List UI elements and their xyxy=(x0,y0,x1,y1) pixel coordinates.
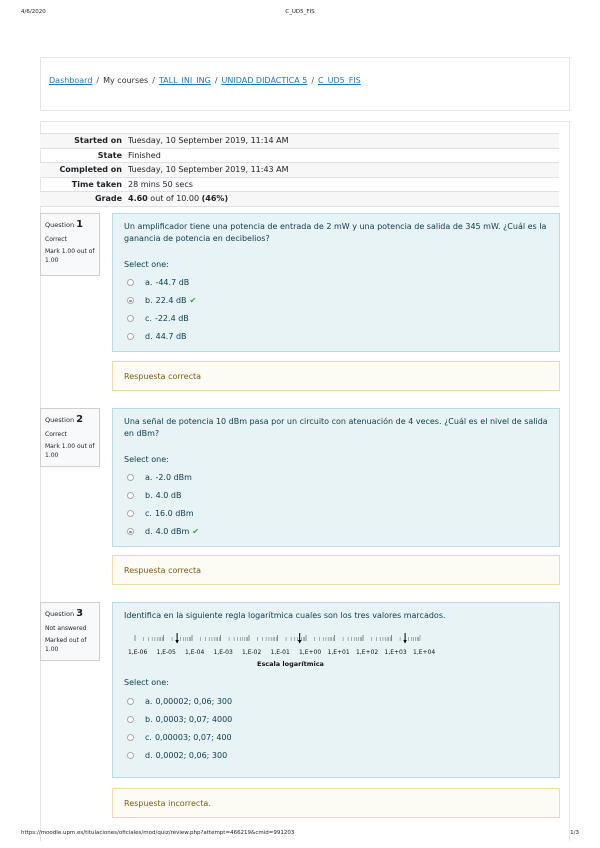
correct-check-icon: ✔ xyxy=(192,527,199,537)
question-prefix: Question xyxy=(45,610,75,618)
radio-button[interactable] xyxy=(127,279,134,286)
question-formulation xyxy=(112,602,560,778)
question-text: Un amplificador tiene una potencia de entrada de 2 mW y una potencia de salida de 345 mW. ¿Cuál es la ganancia de potencia en decibelios? xyxy=(124,222,547,244)
answer-letter: a. xyxy=(145,278,153,288)
answer-text: 44.7 dB xyxy=(155,332,187,342)
breadcrumb-quiz[interactable]: C_UD5_FIS xyxy=(318,76,361,85)
summary-label: Time taken xyxy=(40,177,125,192)
answer-option[interactable] xyxy=(124,328,548,346)
log-scale-ruler xyxy=(127,630,447,660)
question-state: Not answered xyxy=(45,624,87,632)
question-info xyxy=(40,213,100,276)
question-formulation xyxy=(112,408,560,547)
question-mark: Marked out of 1.00 xyxy=(45,637,87,653)
answer-text: 16.0 dBm xyxy=(154,509,194,519)
answer-option[interactable] xyxy=(124,292,548,310)
scale-title: Escala logarítmica xyxy=(257,660,324,669)
summary-value: 28 mins 50 secs xyxy=(125,177,559,192)
answer-letter: b. xyxy=(145,296,153,306)
question-prefix: Question xyxy=(45,221,75,229)
scale-label: 1,E-05 xyxy=(156,649,176,657)
summary-row xyxy=(40,134,559,149)
summary-label: Started on xyxy=(40,134,125,149)
answer-option[interactable] xyxy=(124,692,548,710)
answer-text: 0,00002; 0,06; 300 xyxy=(155,696,233,706)
summary-row xyxy=(40,177,559,192)
attempt-summary-table xyxy=(40,133,559,207)
answer-letter: c. xyxy=(145,732,152,742)
radio-button[interactable] xyxy=(127,333,134,340)
question-feedback: Respuesta correcta xyxy=(112,555,560,585)
print-url: https://moodle.upm.es/titulaciones/oficiales/mod/quiz/review.php?attempt=466219&cmid=991203 xyxy=(21,830,295,836)
scale-label: 1,E+04 xyxy=(413,649,436,657)
answer-option[interactable] xyxy=(124,274,548,292)
scale-label: 1,E-03 xyxy=(213,649,233,657)
answer-letter: d. xyxy=(145,527,153,537)
summary-value: Tuesday, 10 September 2019, 11:14 AM xyxy=(125,134,559,149)
summary-row-grade xyxy=(40,192,559,207)
answer-text: 0,0002; 0,06; 300 xyxy=(155,750,228,760)
answer-letter: a. xyxy=(145,473,153,483)
select-one-prompt: Select one: xyxy=(124,454,169,464)
breadcrumb-unit[interactable]: UNIDAD DIDÁCTICA 5 xyxy=(221,76,308,85)
breadcrumb-separator: / xyxy=(96,76,100,85)
marked-value-arrowhead xyxy=(403,640,407,644)
answer-option[interactable] xyxy=(124,746,548,764)
question-prefix: Question xyxy=(45,416,75,424)
question-feedback: Respuesta incorrecta. xyxy=(112,788,560,818)
radio-button[interactable] xyxy=(127,734,134,741)
question-number: 1 xyxy=(76,219,84,230)
answer-option[interactable] xyxy=(124,505,548,523)
grade-rest: out of 10.00 xyxy=(147,194,202,204)
question-state: Correct xyxy=(45,430,67,438)
answer-option[interactable] xyxy=(124,523,548,541)
scale-label: 1,E-04 xyxy=(185,649,205,657)
summary-row xyxy=(40,163,559,178)
breadcrumb xyxy=(49,76,361,85)
scale-label: 1,E-02 xyxy=(242,649,262,657)
print-date: 4/6/2020 xyxy=(21,9,46,15)
breadcrumb-card xyxy=(40,57,570,111)
question-state: Correct xyxy=(45,235,67,243)
question-feedback: Respuesta correcta xyxy=(112,361,560,391)
summary-label: Completed on xyxy=(40,163,125,178)
correct-check-icon: ✔ xyxy=(189,296,197,306)
answer-option[interactable] xyxy=(124,310,548,328)
question-info xyxy=(40,602,100,661)
radio-button[interactable] xyxy=(127,698,134,705)
breadcrumb-separator: / xyxy=(214,76,218,85)
question-mark: Mark 1.00 out of 1.00 xyxy=(45,248,95,264)
scale-label: 1,E-06 xyxy=(128,649,148,657)
radio-button[interactable] xyxy=(127,752,134,759)
summary-value: Finished xyxy=(125,148,559,163)
grade-value xyxy=(125,192,559,207)
question-number: 2 xyxy=(76,414,84,425)
summary-label: State xyxy=(40,148,125,163)
radio-button[interactable] xyxy=(127,510,134,517)
logarithmic-scale-figure xyxy=(127,630,447,670)
answer-text: 22.4 dB xyxy=(155,296,187,306)
breadcrumb-my-courses: My courses xyxy=(103,76,149,85)
question-number: 3 xyxy=(76,608,84,619)
answer-text: -22.4 dB xyxy=(154,314,189,324)
breadcrumb-course[interactable]: TALL_INI_ING xyxy=(158,76,211,85)
summary-label: Grade xyxy=(40,192,125,207)
print-page-number: 1/3 xyxy=(570,830,579,836)
question-number-line xyxy=(45,218,95,233)
answer-text: 4.0 dBm xyxy=(155,527,190,537)
scale-label: 1,E+01 xyxy=(327,649,350,657)
print-footer xyxy=(0,830,600,842)
question-text: Una señal de potencia 10 dBm pasa por un circuito con atenuación de 4 veces. ¿Cuál es el nivel de salida en dBm? xyxy=(124,417,548,439)
question-mark: Mark 1.00 out of 1.00 xyxy=(45,443,95,459)
select-one-prompt: Select one: xyxy=(124,678,169,688)
radio-button[interactable] xyxy=(127,716,134,723)
answer-text: 4.0 dB xyxy=(155,491,182,501)
breadcrumb-separator: / xyxy=(152,76,155,85)
answer-text: 0,0003; 0,07; 4000 xyxy=(155,714,233,724)
answer-letter: c. xyxy=(145,509,152,519)
answer-option[interactable] xyxy=(124,710,548,728)
scale-label: 1,E-01 xyxy=(270,649,290,657)
radio-button-selected[interactable] xyxy=(127,297,134,304)
answer-text: -2.0 dBm xyxy=(155,473,192,483)
print-title: C_UD5_FIS xyxy=(285,9,315,15)
marked-value-arrowhead xyxy=(175,640,179,644)
radio-button-selected[interactable] xyxy=(127,528,134,535)
breadcrumb-dashboard[interactable]: Dashboard xyxy=(49,76,93,85)
question-formulation xyxy=(112,213,560,352)
scale-label: 1,E+00 xyxy=(299,649,322,657)
answer-text: -44.7 dB xyxy=(155,278,190,288)
scale-label: 1,E+03 xyxy=(384,649,407,657)
summary-value: Tuesday, 10 September 2019, 11:43 AM xyxy=(125,163,559,178)
answer-text: 0,00003; 0,07; 400 xyxy=(154,732,232,742)
scale-label: 1,E+02 xyxy=(356,649,379,657)
grade-score: 4.60 xyxy=(128,194,148,204)
answer-letter: d. xyxy=(145,332,153,342)
radio-button[interactable] xyxy=(127,474,134,481)
answer-option[interactable] xyxy=(124,728,548,746)
answer-letter: b. xyxy=(145,491,153,501)
radio-button[interactable] xyxy=(127,492,134,499)
answer-letter: d. xyxy=(145,750,153,760)
answer-letter: a. xyxy=(145,696,153,706)
answer-letter: b. xyxy=(145,714,153,724)
marked-value-arrowhead xyxy=(298,640,302,644)
breadcrumb-separator: / xyxy=(311,76,315,85)
grade-percent: (46%) xyxy=(201,194,229,204)
question-number-line xyxy=(45,413,95,428)
question-info xyxy=(40,408,100,467)
question-text: Identifica en la siguiente regla logarítmica cuales son los tres valores marcados. xyxy=(124,611,446,620)
answer-option[interactable] xyxy=(124,487,548,505)
select-one-prompt: Select one: xyxy=(124,259,169,269)
radio-button[interactable] xyxy=(127,315,134,322)
question-number-line xyxy=(45,607,95,622)
print-header xyxy=(0,9,600,21)
answer-option[interactable] xyxy=(124,469,548,487)
answer-letter: c. xyxy=(145,314,152,324)
summary-row xyxy=(40,148,559,163)
